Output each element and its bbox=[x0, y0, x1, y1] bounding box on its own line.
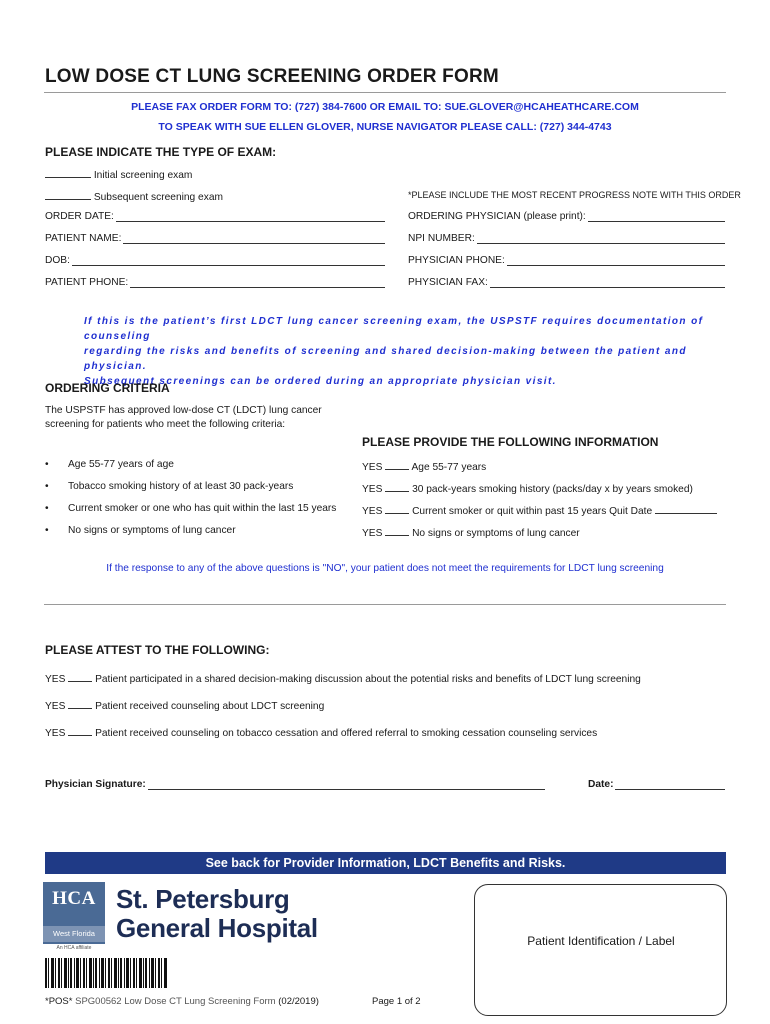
physician-phone-line[interactable] bbox=[507, 255, 725, 266]
initial-exam-option[interactable] bbox=[45, 167, 192, 181]
form-code: SPG00562 Low Dose CT Lung Screening Form bbox=[75, 996, 276, 1007]
fax-instruction: PLEASE FAX ORDER FORM TO: (727) 384-7600 OR EMAIL TO: SUE.GLOVER@HCAHEATHCARE.COM bbox=[131, 101, 639, 113]
npi-number-line[interactable] bbox=[477, 233, 725, 244]
pos-code: *POS* bbox=[45, 996, 73, 1007]
physician-phone-label: PHYSICIAN PHONE: bbox=[408, 255, 505, 266]
order-date-line[interactable] bbox=[116, 211, 385, 222]
page-number: Page 1 of 2 bbox=[372, 996, 421, 1007]
form-title: LOW DOSE CT LUNG SCREENING ORDER FORM bbox=[45, 66, 499, 87]
answer-row[interactable] bbox=[362, 525, 580, 539]
attest-row[interactable] bbox=[45, 698, 324, 712]
physician-signature-field[interactable] bbox=[45, 779, 545, 790]
yes-blank[interactable] bbox=[385, 525, 409, 536]
dob-field[interactable] bbox=[45, 255, 385, 266]
ordering-physician-field[interactable] bbox=[408, 211, 725, 222]
subsequent-exam-blank[interactable] bbox=[45, 189, 91, 200]
attest-row[interactable] bbox=[45, 671, 641, 685]
hca-logo-text: HCA bbox=[52, 888, 96, 909]
yes-label: YES bbox=[45, 701, 66, 712]
criteria-intro-1: The USPSTF has approved low-dose CT (LDCT) lung cancer bbox=[45, 405, 322, 416]
quit-date-blank[interactable] bbox=[655, 503, 717, 514]
answer-text: No signs or symptoms of lung cancer bbox=[412, 528, 580, 539]
physician-fax-line[interactable] bbox=[490, 277, 725, 288]
ordering-physician-label: ORDERING PHYSICIAN (please print): bbox=[408, 211, 586, 222]
yes-blank[interactable] bbox=[68, 725, 92, 736]
initial-exam-blank[interactable] bbox=[45, 167, 91, 178]
title-divider bbox=[44, 92, 726, 93]
yes-label: YES bbox=[362, 484, 383, 495]
patient-name-field[interactable] bbox=[45, 233, 385, 244]
physician-fax-label: PHYSICIAN FAX: bbox=[408, 277, 488, 288]
answer-row[interactable] bbox=[362, 503, 717, 517]
attest-text: Patient participated in a shared decision-making discussion about the potential risks and benefits of LDCT lung screening bbox=[95, 674, 641, 685]
answer-text: Age 55-77 years bbox=[411, 462, 487, 473]
patient-name-label: PATIENT NAME: bbox=[45, 233, 122, 244]
yes-blank[interactable] bbox=[385, 503, 409, 514]
signature-date-line[interactable] bbox=[615, 779, 725, 790]
yes-blank[interactable] bbox=[68, 671, 92, 682]
patient-phone-label: PATIENT PHONE: bbox=[45, 277, 129, 288]
attest-heading: PLEASE ATTEST TO THE FOLLOWING: bbox=[45, 643, 270, 657]
dob-label: DOB: bbox=[45, 255, 70, 266]
criteria-bullet-text: Current smoker or one who has quit within the last 15 years bbox=[68, 503, 337, 514]
patient-name-line[interactable] bbox=[123, 233, 385, 244]
yes-label: YES bbox=[362, 462, 383, 473]
patient-phone-field[interactable] bbox=[45, 277, 385, 288]
attest-row[interactable] bbox=[45, 725, 597, 739]
provide-info-heading: PLEASE PROVIDE THE FOLLOWING INFORMATION bbox=[362, 435, 659, 449]
progress-note-instruction: *PLEASE INCLUDE THE MOST RECENT PROGRESS NOTE WITH THIS ORDER bbox=[408, 190, 741, 200]
patient-id-label: Patient Identification / Label bbox=[527, 934, 675, 948]
criteria-bullet-text: Age 55-77 years of age bbox=[68, 459, 174, 470]
form-footer bbox=[45, 996, 319, 1007]
dob-line[interactable] bbox=[72, 255, 385, 266]
barcode-icon bbox=[45, 958, 167, 988]
hospital-name-line-1: St. Petersburg bbox=[116, 884, 290, 914]
ordering-physician-line[interactable] bbox=[588, 211, 725, 222]
order-date-field[interactable] bbox=[45, 211, 385, 222]
counseling-note bbox=[84, 314, 704, 389]
answer-text: 30 pack-years smoking history (packs/day x by years smoked) bbox=[412, 484, 693, 495]
attest-text: Patient received counseling on tobacco cessation and offered referral to smoking cessation counseling services bbox=[95, 728, 598, 739]
criteria-intro-2: screening for patients who meet the following criteria: bbox=[45, 419, 286, 430]
patient-id-box[interactable] bbox=[474, 884, 727, 1016]
yes-blank[interactable] bbox=[385, 459, 409, 470]
yes-label: YES bbox=[362, 506, 383, 517]
counseling-note-line-1: If this is the patient’s first LDCT lung cancer screening exam, the USPSTF requires documentation of counseling bbox=[84, 316, 704, 342]
criteria-bullet-text: No signs or symptoms of lung cancer bbox=[68, 525, 236, 536]
answer-text: Current smoker or quit within past 15 years Quit Date bbox=[412, 506, 653, 517]
order-date-label: ORDER DATE: bbox=[45, 211, 114, 222]
npi-number-field[interactable] bbox=[408, 233, 725, 244]
criteria-bullet: • No signs or symptoms of lung cancer bbox=[45, 525, 236, 536]
physician-signature-label: Physician Signature: bbox=[45, 779, 146, 790]
counseling-note-line-2: regarding the risks and benefits of screening and shared decision-making between the patient and physician. bbox=[84, 346, 687, 372]
signature-date-field[interactable] bbox=[588, 779, 725, 790]
initial-exam-label: Initial screening exam bbox=[93, 170, 193, 181]
physician-signature-line[interactable] bbox=[148, 779, 545, 790]
exam-type-heading: PLEASE INDICATE THE TYPE OF EXAM: bbox=[45, 145, 277, 159]
signature-date-label: Date: bbox=[588, 779, 614, 790]
eligibility-warning: If the response to any of the above questions is "NO", your patient does not meet the requirements for LDCT lung screening bbox=[106, 563, 664, 574]
yes-label: YES bbox=[45, 728, 66, 739]
npi-number-label: NPI NUMBER: bbox=[408, 233, 475, 244]
ordering-criteria-heading: ORDERING CRITERIA bbox=[45, 381, 170, 395]
call-instruction: TO SPEAK WITH SUE ELLEN GLOVER, NURSE NAVIGATOR PLEASE CALL: (727) 344-4743 bbox=[158, 121, 612, 133]
form-date: (02/2019) bbox=[278, 996, 319, 1007]
hospital-name-line-2: General Hospital bbox=[116, 913, 318, 943]
hca-region: West Florida bbox=[43, 926, 105, 942]
subsequent-exam-label: Subsequent screening exam bbox=[93, 192, 223, 203]
answer-row[interactable] bbox=[362, 481, 693, 495]
criteria-bullet: • Age 55-77 years of age bbox=[45, 459, 174, 470]
criteria-bullet: • Tobacco smoking history of at least 30 pack-years bbox=[45, 481, 294, 492]
hca-affiliate: An HCA affiliate bbox=[56, 945, 92, 951]
yes-blank[interactable] bbox=[68, 698, 92, 709]
physician-phone-field[interactable] bbox=[408, 255, 725, 266]
yes-blank[interactable] bbox=[385, 481, 409, 492]
section-divider bbox=[44, 604, 726, 605]
yes-label: YES bbox=[362, 528, 383, 539]
criteria-bullet-text: Tobacco smoking history of at least 30 pack-years bbox=[68, 481, 294, 492]
criteria-bullet: • Current smoker or one who has quit within the last 15 years bbox=[45, 503, 337, 514]
yes-label: YES bbox=[45, 674, 66, 685]
back-page-banner: See back for Provider Information, LDCT Benefits and Risks. bbox=[45, 852, 726, 874]
physician-fax-field[interactable] bbox=[408, 277, 725, 288]
patient-phone-line[interactable] bbox=[130, 277, 385, 288]
answer-row[interactable] bbox=[362, 459, 486, 473]
attest-text: Patient received counseling about LDCT screening bbox=[95, 701, 325, 712]
subsequent-exam-option[interactable] bbox=[45, 189, 223, 203]
counseling-note-line-3: Subsequent screenings can be ordered during an appropriate physician visit. bbox=[84, 376, 557, 387]
